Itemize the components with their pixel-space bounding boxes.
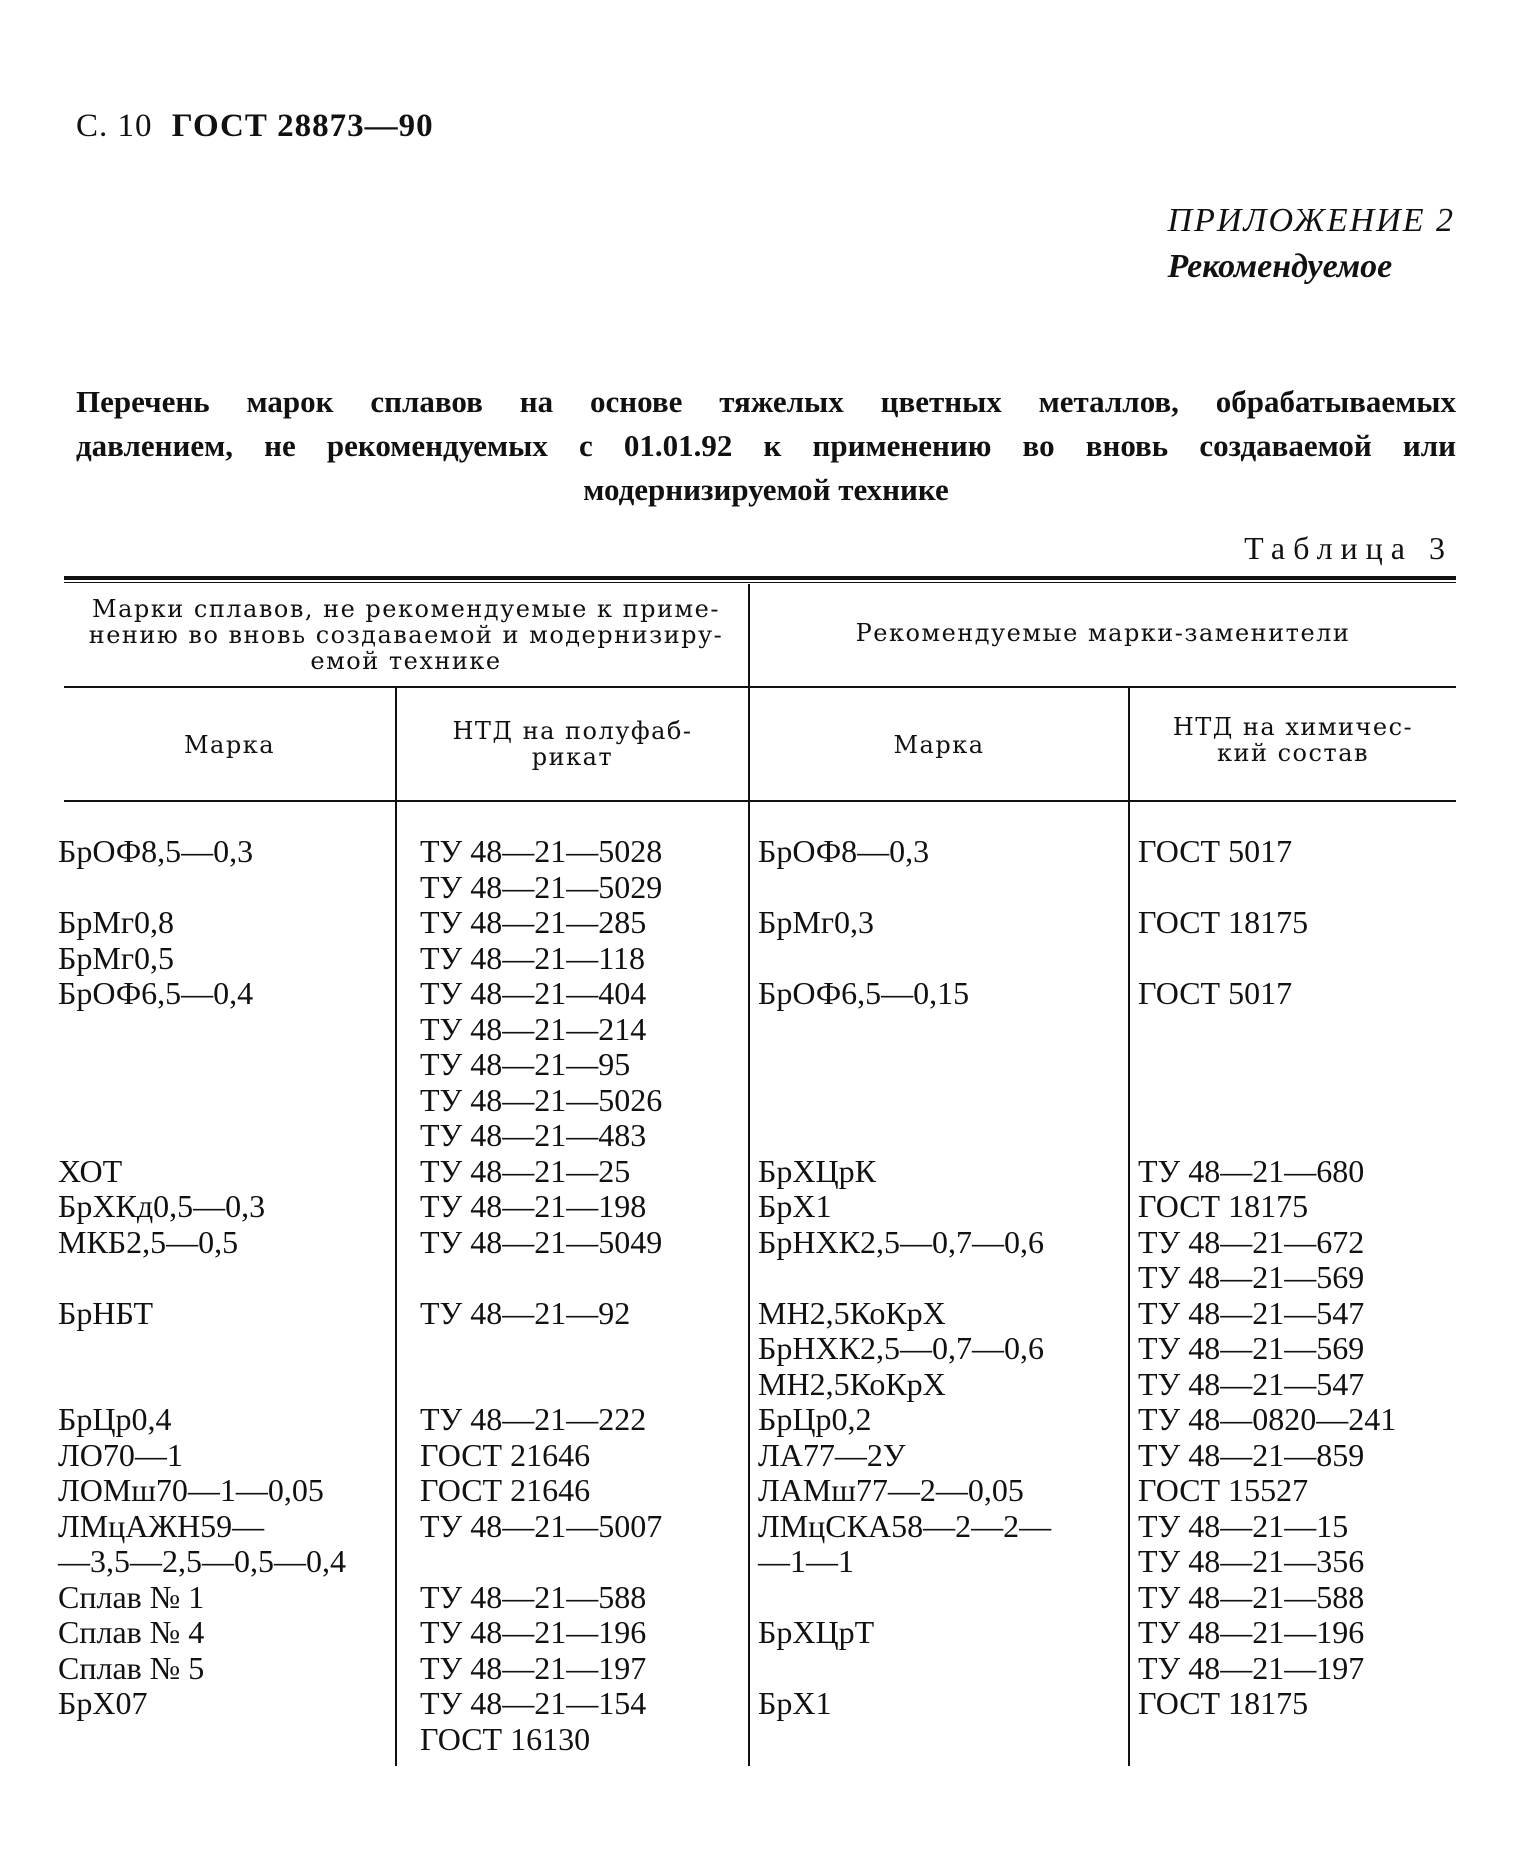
- column-ntd-chem: [1138, 834, 1454, 1757]
- table-cell: ТУ 48—21—222: [420, 1401, 647, 1437]
- table-cell: [58, 1722, 388, 1758]
- table-cell: ГОСТ 18175: [1138, 904, 1309, 940]
- table: [58, 576, 1456, 1776]
- divider-left: [395, 688, 397, 1766]
- table-cell: Сплав № 1: [58, 1578, 205, 1615]
- table-cell: ЛО70—1: [58, 1436, 183, 1473]
- table-cell: [758, 1260, 1126, 1296]
- table-cell: ГОСТ 5017: [1138, 833, 1293, 869]
- table-cell: БрНХК2,5—0,7—0,6: [758, 1330, 1044, 1366]
- table-cell: [420, 1367, 745, 1403]
- table-cell: [420, 1331, 745, 1367]
- table-cell: ГОСТ 18175: [1138, 1685, 1309, 1721]
- table-cell: БрХЦрК: [758, 1152, 876, 1189]
- table-cell: БрОФ6,5—0,4: [58, 975, 254, 1011]
- table-cell: [58, 1260, 388, 1296]
- table-cell: ТУ 48—21—197: [1138, 1649, 1365, 1686]
- group-header-right: Рекомендуемые марки-заменители: [855, 619, 1351, 647]
- table-cell: ЛОМш70—1—0,05: [58, 1472, 324, 1508]
- group-header-left: Марки сплавов, не рекомендуемые к приме- нению во вновь создаваемой и модернизиру- емой технике: [88, 595, 724, 675]
- table-cell: ТУ 48—21—197: [420, 1649, 647, 1686]
- table-cell: [420, 1544, 745, 1580]
- table-cell: ГОСТ 5017: [1138, 975, 1293, 1011]
- table-cell: Сплав № 4: [58, 1614, 205, 1650]
- table-cell: ТУ 48—21—5029: [420, 868, 663, 905]
- table-cell: ТУ 48—21—483: [420, 1117, 647, 1153]
- table-cell: ГОСТ 16130: [420, 1720, 591, 1757]
- table-cell: [1138, 941, 1454, 977]
- column-header-grade-old: Марка: [183, 731, 276, 759]
- table-cell: [58, 870, 388, 906]
- table-cell: БрНБТ: [58, 1294, 153, 1331]
- table-cell: ТУ 48—21—672: [1138, 1223, 1365, 1260]
- appendix-label: ПРИЛОЖЕНИЕ 2: [1167, 202, 1455, 239]
- table-cell: БрОФ8,5—0,3: [58, 833, 254, 869]
- table-cell: [758, 1722, 1126, 1758]
- table-cell: [758, 1012, 1126, 1048]
- table-cell: [1138, 1722, 1454, 1758]
- table-cell: [58, 1367, 388, 1403]
- appendix-status: Рекомендуемое: [1167, 248, 1393, 285]
- table-cell: [758, 1580, 1126, 1616]
- table-cell: ТУ 48—21—569: [1138, 1259, 1365, 1295]
- table-cell: [58, 1047, 388, 1083]
- table-cell: ХОТ: [58, 1152, 123, 1189]
- table-cell: ТУ 48—21—356: [1138, 1543, 1365, 1579]
- table-cell: [58, 1118, 388, 1154]
- table-cell: ТУ 48—21—92: [420, 1294, 631, 1331]
- table-cell: [758, 870, 1126, 906]
- table-cell: БрХКд0,5—0,3: [58, 1188, 266, 1224]
- table-cell: ТУ 48—21—547: [1138, 1365, 1365, 1402]
- table-cell: [1138, 870, 1454, 906]
- table-cell: [1138, 1083, 1454, 1119]
- title-line-3: модернизируемой технике: [583, 472, 949, 507]
- column-header-ntd-chem: НТД на химичес- кий состав: [1172, 713, 1414, 767]
- title-line-1: Перечень марок сплавов на основе тяжелых цветных металлов, обрабатываемых: [76, 384, 1456, 419]
- table-cell: [1138, 1047, 1454, 1083]
- table-cell: ТУ 48—21—196: [420, 1614, 647, 1650]
- column-grade-old: [58, 834, 388, 1757]
- table-cell: МКБ2,5—0,5: [58, 1223, 239, 1260]
- document-title: [76, 380, 1456, 512]
- table-cell: ТУ 48—21—547: [1138, 1294, 1365, 1331]
- table-cell: [758, 1083, 1126, 1119]
- page-number: С. 10: [76, 108, 153, 144]
- divider-right: [1128, 688, 1130, 1766]
- table-cell: ТУ 48—21—198: [420, 1188, 647, 1224]
- table-cell: БрХ1: [758, 1685, 832, 1721]
- table-cell: ТУ 48—21—214: [420, 1010, 647, 1047]
- table-cell: ТУ 48—21—680: [1138, 1152, 1365, 1189]
- table-cell: ТУ 48—21—25: [420, 1152, 631, 1189]
- table-cell: ГОСТ 18175: [1138, 1188, 1309, 1224]
- table-cell: ТУ 48—21—5049: [420, 1223, 663, 1260]
- table-cell: [1138, 1118, 1454, 1154]
- table-cell: ЛМцСКА58—2—2—: [758, 1507, 1052, 1544]
- table-cell: МН2,5КоКрХ: [758, 1365, 946, 1402]
- table-cell: —3,5—2,5—0,5—0,4: [58, 1543, 346, 1579]
- table-cell: Сплав № 5: [58, 1649, 205, 1686]
- table-cell: ТУ 48—21—588: [420, 1578, 647, 1615]
- table-cell: ТУ 48—21—569: [1138, 1330, 1365, 1366]
- appendix-block: [1168, 198, 1455, 290]
- table-cell: ТУ 48—21—154: [420, 1685, 647, 1721]
- table-cell: ЛАМш77—2—0,05: [758, 1472, 1024, 1508]
- table-cell: БрМг0,5: [58, 939, 174, 976]
- table-cell: —1—1: [758, 1543, 854, 1579]
- table-cell: БрХЦрТ: [758, 1614, 875, 1650]
- table-cell: БрНХК2,5—0,7—0,6: [758, 1223, 1044, 1260]
- table-cell: [758, 1118, 1126, 1154]
- table-cell: [58, 1331, 388, 1367]
- table-cell: ЛА77—2У: [758, 1436, 906, 1473]
- table-top-rule: [64, 576, 1456, 580]
- column-header-rule: [64, 800, 1456, 802]
- table-cell: БрМг0,8: [58, 904, 174, 940]
- table-cell: ТУ 48—21—5026: [420, 1081, 663, 1118]
- table-cell: [58, 1012, 388, 1048]
- table-cell: ТУ 48—21—404: [420, 975, 647, 1011]
- table-cell: ТУ 48—21—95: [420, 1046, 631, 1082]
- table-cell: ТУ 48—21—859: [1138, 1436, 1365, 1473]
- table-cell: БрЦр0,4: [58, 1401, 172, 1437]
- table-cell: БрХ1: [758, 1188, 832, 1224]
- group-header-rule: [64, 686, 1456, 688]
- table-cell: [58, 1083, 388, 1119]
- divider-center: [748, 584, 750, 1766]
- title-line-2: давлением, не рекомендуемых с 01.01.92 к применению во вновь создаваемой или: [76, 428, 1456, 463]
- table-cell: ТУ 48—21—15: [1138, 1507, 1349, 1544]
- table-cell: БрМг0,3: [758, 904, 874, 940]
- table-top-rule-thin: [64, 582, 1456, 583]
- table-label: Таблица 3: [1244, 530, 1453, 566]
- table-cell: [1138, 1012, 1454, 1048]
- table-cell: ТУ 48—21—285: [420, 904, 647, 940]
- table-cell: БрХ07: [58, 1685, 148, 1721]
- table-cell: ТУ 48—21—5028: [420, 833, 663, 869]
- column-header-grade-new: Марка: [893, 731, 985, 759]
- table-cell: ЛМцАЖН59—: [58, 1507, 265, 1544]
- table-cell: ТУ 48—21—196: [1138, 1614, 1365, 1650]
- table-cell: ГОСТ 21646: [420, 1436, 591, 1473]
- table-cell: [758, 941, 1126, 977]
- table-cell: ТУ 48—21—5007: [420, 1507, 663, 1544]
- table-cell: БрОФ6,5—0,15: [758, 975, 970, 1011]
- table-cell: ГОСТ 15527: [1138, 1472, 1309, 1508]
- column-grade-new: [758, 834, 1126, 1757]
- table-cell: МН2,5КоКрХ: [758, 1294, 946, 1331]
- table-cell: БрЦр0,2: [758, 1401, 872, 1437]
- column-ntd-semi: [420, 834, 745, 1757]
- standard-number: ГОСТ 28873—90: [171, 108, 434, 144]
- table-cell: ГОСТ 21646: [420, 1472, 591, 1508]
- table-cell: [420, 1260, 745, 1296]
- table-cell: [758, 1651, 1126, 1687]
- table-cell: [758, 1047, 1126, 1083]
- table-cell: ТУ 48—0820—241: [1138, 1401, 1397, 1437]
- column-header-ntd-semi: НТД на полуфаб- рикат: [452, 717, 693, 771]
- page-header: [76, 108, 434, 145]
- table-cell: ТУ 48—21—588: [1138, 1578, 1365, 1615]
- table-cell: ТУ 48—21—118: [420, 939, 646, 976]
- table-cell: БрОФ8—0,3: [758, 833, 930, 869]
